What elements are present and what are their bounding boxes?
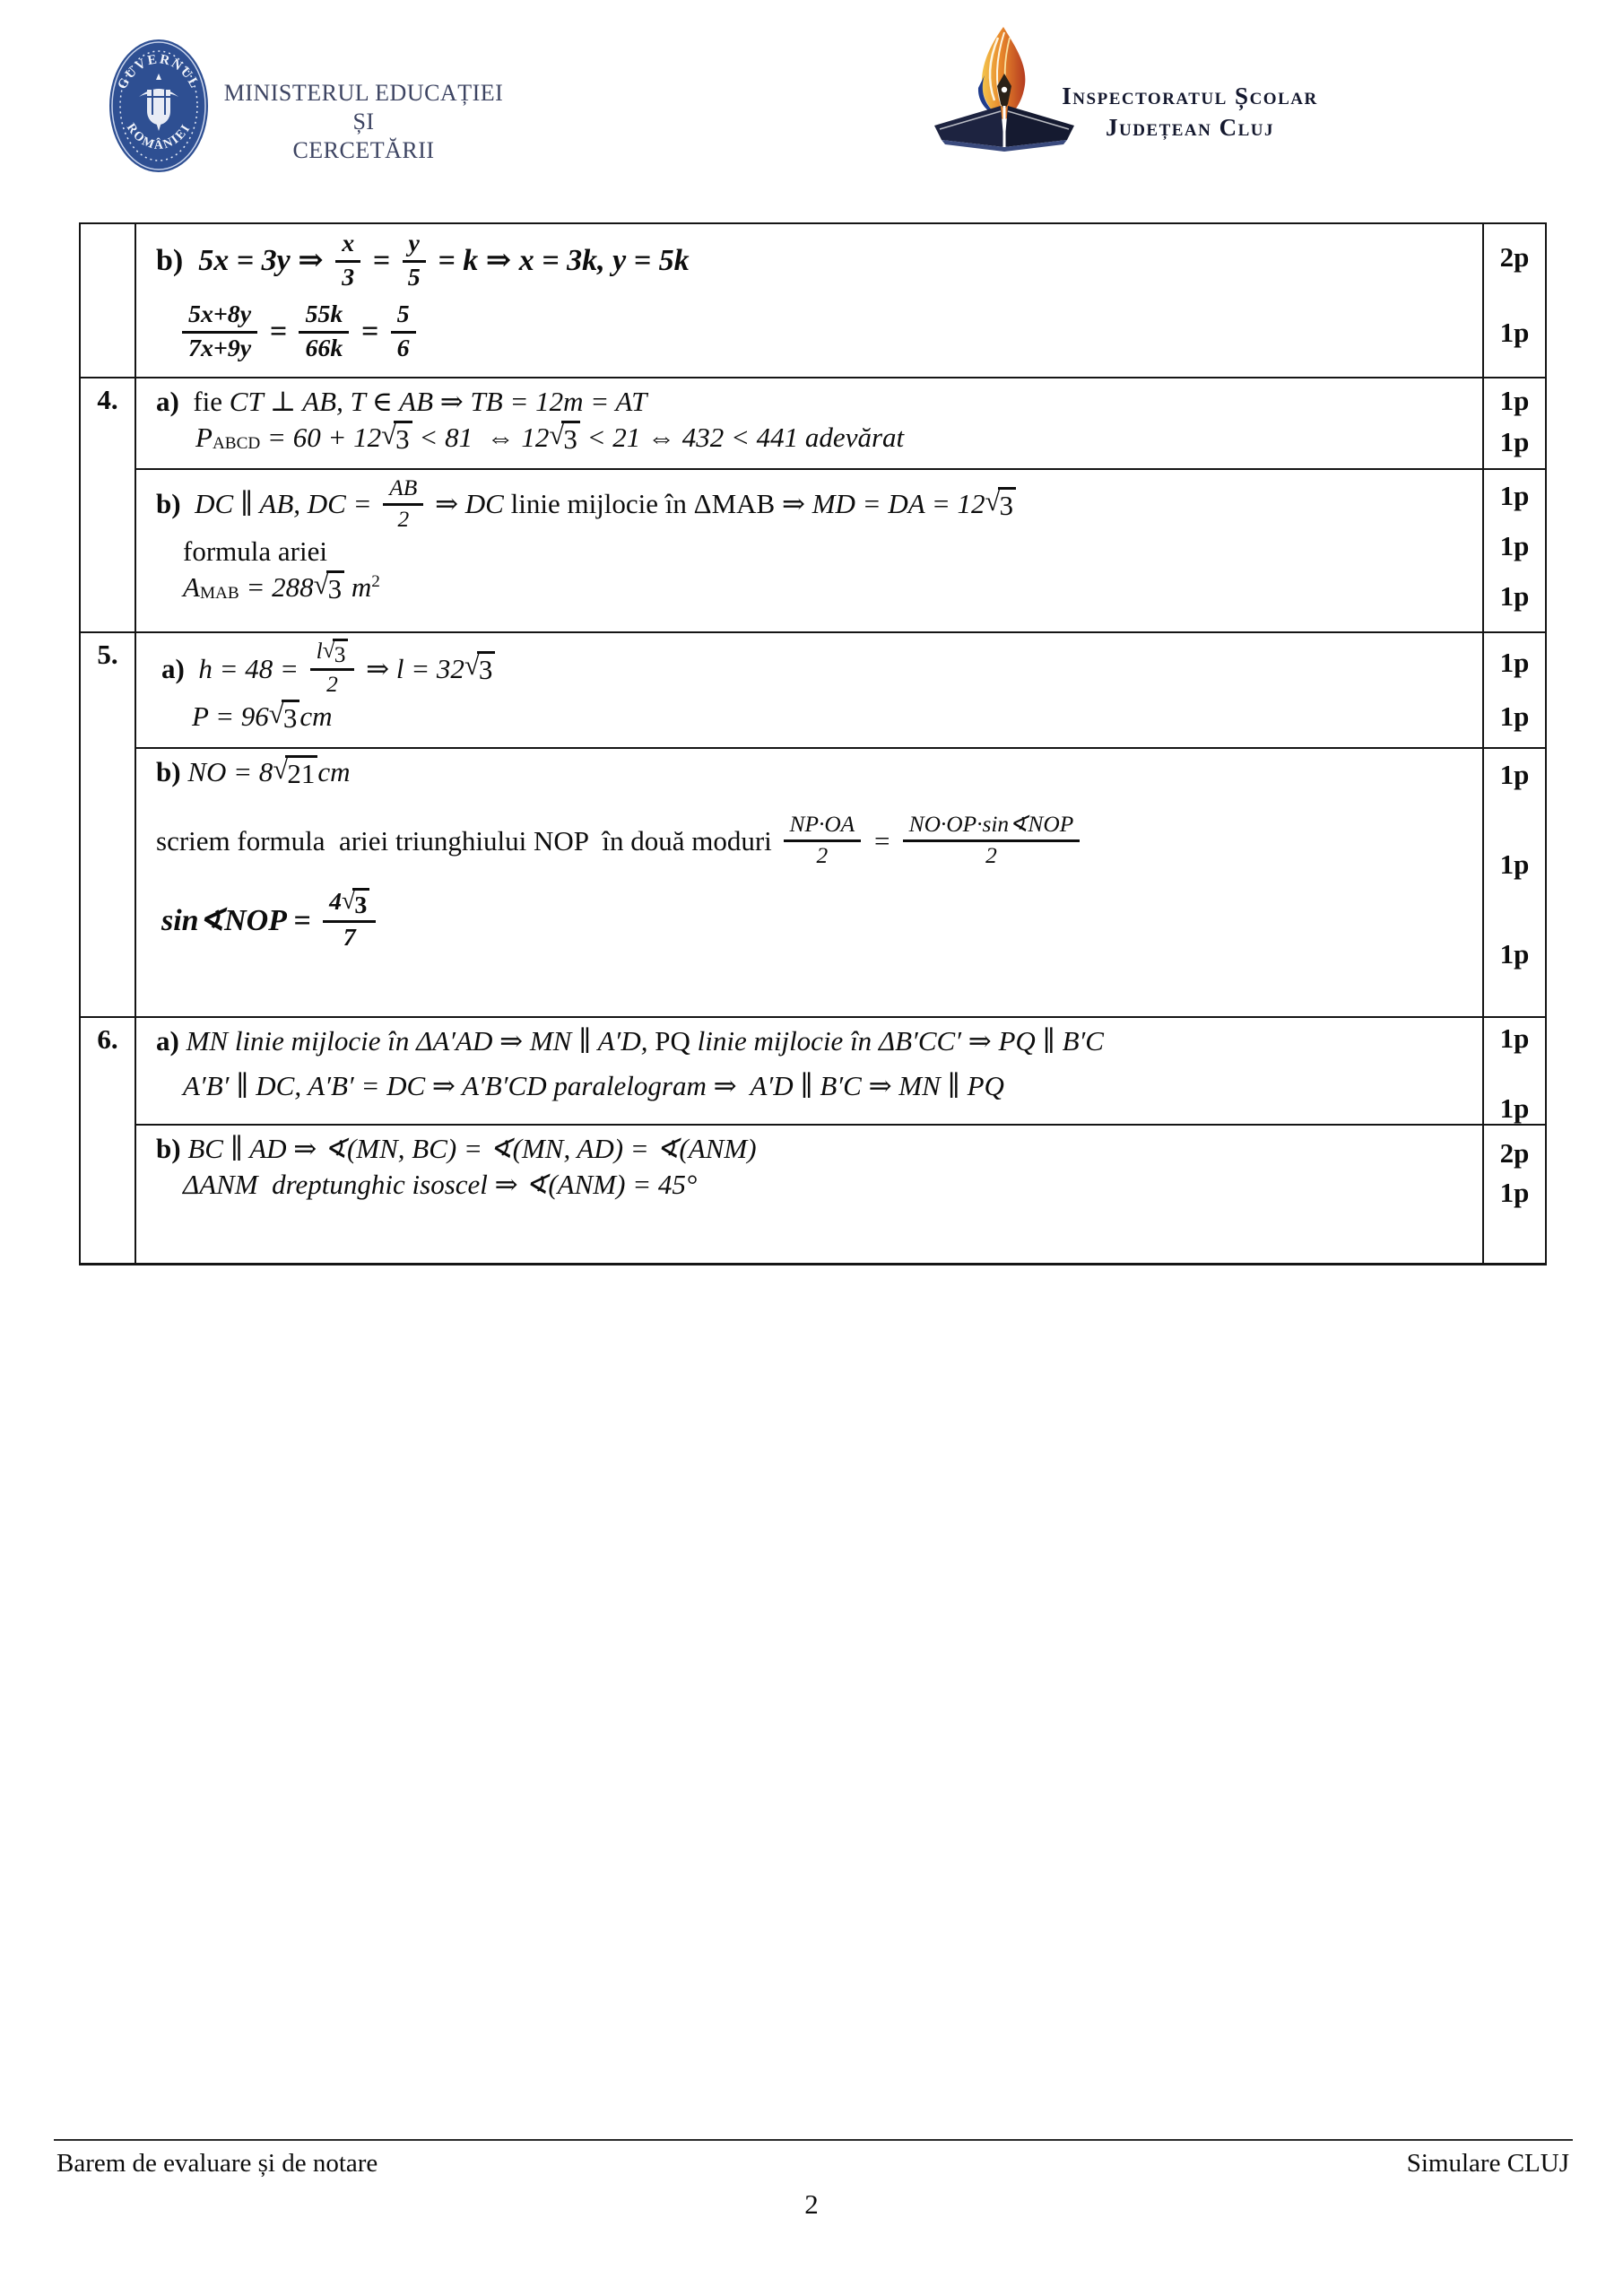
math-text: P = 96 — [192, 700, 269, 733]
solution-line — [192, 699, 1475, 735]
radical: √ 3 — [269, 700, 300, 735]
fraction — [903, 812, 1081, 870]
math-text: 7 — [343, 924, 356, 952]
points-cell — [1482, 633, 1545, 747]
math-text: linie mijlocie în ΔB′CC′ ⇒ PQ ∥ B′C — [697, 1025, 1104, 1057]
math-text: NO·OP·sin∢NOP — [908, 812, 1074, 838]
radical: √ 3 — [549, 421, 580, 456]
page-number: 2 — [804, 2188, 819, 2220]
math-text: = 288 — [239, 571, 314, 604]
points-badge: 2p — [1499, 241, 1530, 273]
points-cell — [1482, 378, 1545, 468]
math-text: = 60 + 12 — [260, 422, 382, 454]
ministry-name-line2: CERCETĂRII — [292, 137, 435, 163]
table-row — [81, 1016, 1545, 1263]
item-letter-label: b) — [156, 488, 195, 520]
math-text: A — [183, 571, 200, 604]
math-text: 5x = 3y ⇒ — [198, 244, 332, 278]
solution-line — [195, 420, 1475, 456]
score-table — [79, 222, 1547, 1265]
radical: √ 3 — [314, 570, 345, 605]
inspectorate-name — [1042, 81, 1338, 144]
solution-line — [161, 639, 1475, 699]
points-badge: 1p — [1499, 480, 1530, 511]
points-badge: 1p — [1499, 426, 1530, 457]
solution-line — [156, 475, 1475, 534]
math-text: cm — [317, 756, 351, 787]
item-number: 4. — [81, 378, 136, 631]
seal-bottom-text: ROMÂNIEI — [123, 121, 195, 152]
math-text: ΔANM dreptunghic isoscel ⇒ ∢(ANM) = 45° — [183, 1169, 698, 1201]
solution-line — [183, 570, 1475, 605]
solution-line — [183, 1167, 1475, 1203]
superscript: 2 — [371, 572, 380, 592]
math-text: h = 48 = — [198, 652, 306, 684]
points-badge: 1p — [1499, 759, 1530, 790]
math-text: m — [344, 571, 372, 604]
ministry-name-line1: MINISTERUL EDUCAȚIEI ȘI — [223, 80, 504, 135]
math-text: MN linie mijlocie în ΔA′AD ⇒ MN ∥ A′D, — [186, 1025, 655, 1057]
solution-cell — [136, 633, 1482, 747]
math-text: NO = 8 — [187, 756, 273, 787]
radical: √ 3 — [342, 888, 369, 919]
solution-cell — [136, 1018, 1482, 1124]
item-number: 5. — [81, 633, 136, 1016]
math-text: 3 — [342, 263, 355, 291]
table-subrow — [136, 468, 1545, 631]
solution-line — [156, 384, 1475, 420]
table-subrow — [136, 747, 1545, 1016]
solution-cell — [136, 470, 1482, 631]
math-text: AB — [389, 475, 418, 500]
solution-line — [183, 1068, 1475, 1104]
fraction — [310, 639, 355, 699]
subscript: ABCD — [212, 434, 261, 454]
item-letter-label: b) — [156, 1133, 188, 1164]
math-text: 66k — [305, 334, 343, 362]
plain-text: PQ — [655, 1025, 698, 1057]
math-text: cm — [299, 700, 333, 733]
item-letter-label: b) — [156, 756, 188, 787]
table-row — [81, 377, 1545, 631]
solution-line — [156, 230, 1475, 293]
math-text: l — [316, 639, 323, 664]
math-text: ⇒ MD = DA = 12 — [781, 488, 985, 520]
points-badge: 1p — [1499, 1177, 1530, 1208]
table-subrow — [136, 1124, 1545, 1263]
math-text: BC ∥ AD ⇒ ∢(MN, BC) = ∢(MN, AD) = ∢(ANM) — [187, 1133, 757, 1164]
footer-exam-name: Simulare CLUJ — [1406, 2149, 1569, 2178]
points-cell — [1482, 749, 1545, 1016]
math-text: ⇒ DC — [428, 488, 511, 520]
math-text: y — [408, 230, 420, 257]
item-letter-label: b) — [156, 244, 199, 278]
footer-document-title: Barem de evaluare și de notare — [56, 2149, 378, 2178]
table-row — [81, 631, 1545, 1016]
item-number — [81, 224, 136, 377]
math-text: A′B′ ∥ DC, A′B′ = DC ⇒ A′B′CD paralelogram ⇒ A′D ∥ B′C ⇒ MN ∥ PQ — [183, 1070, 1004, 1102]
math-text: < 21 ⇔ 432 < 441 adevărat — [579, 422, 905, 454]
math-text: ⇒ l = 32 — [359, 652, 464, 684]
table-subrow — [136, 378, 1545, 468]
math-text: P — [195, 422, 213, 454]
points-badge: 1p — [1499, 530, 1530, 561]
points-badge: 1p — [1499, 938, 1530, 970]
math-text: 2 — [985, 843, 997, 869]
solution-line — [156, 812, 1475, 870]
math-text: < 81 ⇔ 12 — [412, 422, 550, 454]
item-letter-label: a) — [161, 652, 199, 684]
inspectorate-name-line2: Județean Cluj — [1105, 114, 1275, 141]
solution-cell — [136, 749, 1482, 1016]
math-text: DC ∥ AB, DC = — [195, 488, 379, 520]
math-text: 2 — [816, 843, 829, 869]
points-cell — [1482, 470, 1545, 631]
plain-text: scriem formula ariei triunghiului NOP în două moduri — [156, 824, 779, 857]
points-badge: 1p — [1499, 1022, 1530, 1054]
points-badge: 1p — [1499, 647, 1530, 678]
item-number: 6. — [81, 1018, 136, 1263]
item-letter-label: a) — [156, 1025, 187, 1057]
math-text: 5x+8y — [188, 300, 252, 328]
points-cell — [1482, 1126, 1545, 1263]
points-badge: 1p — [1499, 385, 1530, 416]
table-subrow — [136, 1018, 1545, 1124]
points-badge: 1p — [1499, 580, 1530, 612]
math-text: 7x+9y — [188, 334, 252, 362]
item-letter-label: a) — [156, 386, 194, 417]
points-badge: 1p — [1499, 1092, 1530, 1124]
radical: √ 3 — [985, 487, 1017, 522]
solution-line — [161, 888, 1475, 953]
math-text: = k ⇒ x = 3k, y = 5k — [430, 244, 690, 278]
fraction — [299, 300, 349, 364]
table-subrow — [136, 224, 1545, 377]
points-badge: 2p — [1499, 1137, 1530, 1169]
fraction — [383, 475, 423, 534]
math-text: 5 — [396, 300, 410, 328]
points-badge: 1p — [1499, 700, 1530, 732]
solution-cell — [136, 1126, 1482, 1263]
math-text: 2 — [326, 672, 338, 698]
math-text: = — [353, 315, 386, 349]
solution-line — [156, 1023, 1475, 1059]
radical: √ 3 — [323, 639, 349, 667]
points-cell — [1482, 224, 1545, 377]
math-text: CT ⊥ AB, T ∈ AB ⇒ TB = 12m = AT — [229, 386, 647, 417]
subscript: MAB — [199, 584, 239, 604]
solution-cell — [136, 224, 1482, 377]
inspectorate-name-line1: Inspectoratul Școlar — [1062, 83, 1318, 109]
points-badge: 1p — [1499, 317, 1530, 348]
math-text: = — [365, 244, 398, 278]
solution-line — [156, 754, 1475, 790]
math-text: 4 — [329, 888, 343, 917]
fraction — [335, 230, 360, 293]
plain-text: formula ariei — [183, 535, 327, 567]
footer-divider — [54, 2139, 1573, 2141]
fraction — [182, 300, 257, 364]
fraction — [391, 300, 416, 364]
table-row — [81, 224, 1545, 377]
solution-line — [183, 534, 1475, 570]
points-cell — [1482, 1018, 1545, 1124]
math-text: 2 — [397, 506, 410, 532]
math-text: x — [342, 230, 355, 257]
plain-text: linie mijlocie în ΔMAB — [510, 488, 782, 520]
math-text: sin∢NOP = — [161, 903, 319, 937]
plain-text: fie — [193, 386, 230, 417]
table-subrow — [136, 633, 1545, 747]
seal-top-text: GUVERNUL — [115, 52, 203, 92]
solution-line — [156, 1131, 1475, 1167]
radical: √ 3 — [464, 651, 496, 686]
points-badge: 1p — [1499, 848, 1530, 880]
fraction — [784, 812, 862, 870]
solution-line — [178, 300, 1475, 364]
math-text: 6 — [396, 334, 410, 362]
radical: √ 21 — [273, 755, 317, 790]
math-text: NP·OA — [789, 812, 855, 838]
fraction — [323, 888, 376, 953]
government-seal-icon — [108, 38, 210, 174]
math-text: 55k — [305, 300, 343, 328]
fraction — [403, 230, 426, 293]
solution-cell — [136, 378, 1482, 468]
ministry-name — [222, 79, 505, 165]
math-text: = — [262, 315, 295, 349]
math-text: = — [865, 824, 898, 857]
math-text: 5 — [407, 263, 421, 291]
radical: √ 3 — [381, 421, 412, 456]
